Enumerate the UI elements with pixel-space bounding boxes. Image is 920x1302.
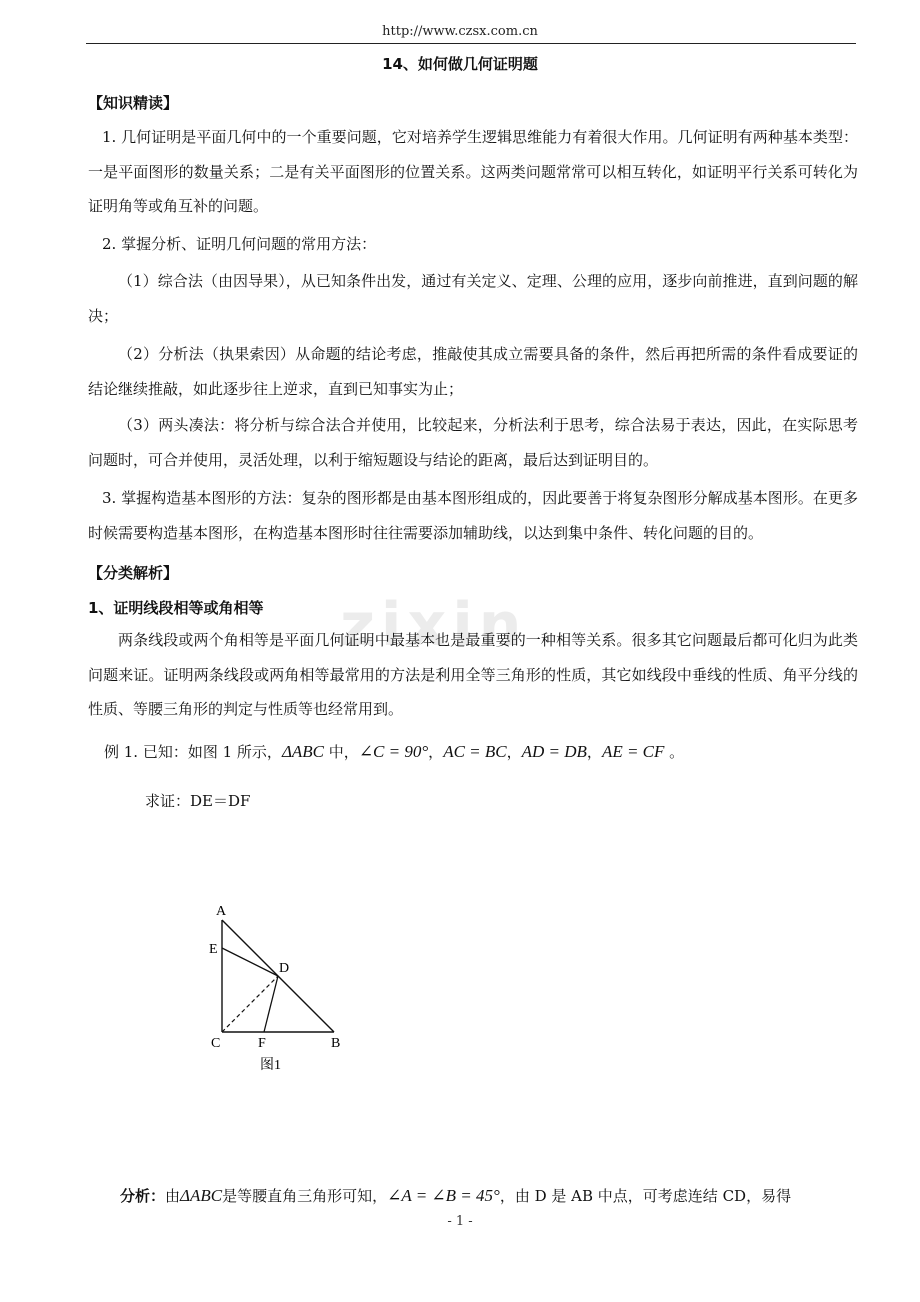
condition-ad-db: AD = DB [521, 742, 587, 761]
analysis-text-1: 由 [165, 1187, 181, 1205]
label-a: A [216, 904, 227, 919]
topic1-intro: 两条线段或两个角相等是平面几何证明中最基本也是最重要的一种相等关系。很多其它问题最后都可化归为此类问题来证。证明两条线段或两角相等最常用的方法是利用全等三角形的性质，其它如线段中垂线的性质、角平分线的性质、等腰三角形的判定与性质等也经常用到。 [88, 631, 858, 718]
example1-end: 。 [664, 743, 685, 761]
analysis-label: 分析： [120, 1187, 166, 1205]
sep: ， [506, 743, 522, 761]
method-analysis: （2）分析法（执果索因）从命题的结论考虑，推敲使其成立需要具备的条件，然后再把所需的条件看成要证的结论继续推敲，如此逐步往上逆求，直到已知事实为止； [88, 345, 858, 398]
section-knowledge: 【知识精读】 [88, 94, 179, 112]
label-e: E [209, 942, 218, 957]
header-url: http://www.czsx.com.cn [382, 24, 538, 39]
prove-statement: 求证：DE＝DF [145, 792, 251, 810]
analysis-text-2: 是等腰直角三角形可知， [222, 1187, 388, 1205]
label-f: F [258, 1036, 266, 1051]
label-c: C [211, 1036, 221, 1051]
sep: ， [428, 743, 444, 761]
example1-mid: 中， [324, 743, 359, 761]
condition-angle-c: ∠C = 90° [358, 742, 429, 761]
angle-equality: ∠A = ∠B = 45° [387, 1186, 500, 1205]
section-analysis: 【分类解析】 [88, 564, 179, 582]
page-number: - 1 - [447, 1214, 473, 1229]
page-title: 14、如何做几何证明题 [382, 55, 538, 73]
topic1-heading: 1、证明线段相等或角相等 [88, 599, 264, 617]
figure-1 [200, 890, 360, 1080]
knowledge-paragraph-1: 1. 几何证明是平面几何中的一个重要问题，它对培养学生逻辑思维能力有着很大作用。几何证明有两种基本类型：一是平面图形的数量关系；二是有关平面图形的位置关系。这两类问题常常可以相互转化，如证明平行关系可转化为证明角等或角互补的问题。 [88, 128, 858, 215]
knowledge-paragraph-3: 3. 掌握构造基本图形的方法：复杂的图形都是由基本图形组成的，因此要善于将复杂图形分解成基本图形。在更多时候需要构造基本图形，在构造基本图形时往往需要添加辅助线，以达到集中条件、转化问题的目的。 [88, 489, 858, 542]
figure-caption: 图1 [260, 1058, 281, 1073]
knowledge-paragraph-2: 2. 掌握分析、证明几何问题的常用方法： [102, 235, 377, 253]
sep: ， [586, 743, 602, 761]
example1-statement [104, 741, 684, 762]
method-combined: （3）两头凑法：将分析与综合法合并使用，比较起来，分析法利于思考，综合法易于表达，因此，在实际思考问题时，可合并使用，灵活处理，以利于缩短题设与结论的距离，最后达到证明目的。 [88, 416, 858, 469]
analysis-line [120, 1185, 791, 1206]
segment-df [264, 976, 278, 1032]
segment-ed [222, 948, 278, 976]
segment-cd-dashed [222, 976, 278, 1032]
label-d: D [279, 961, 290, 976]
label-b: B [331, 1036, 341, 1051]
header-rule [86, 43, 856, 44]
triangle-symbol: ΔABC [281, 742, 325, 761]
condition-ae-cf: AE = CF [601, 742, 665, 761]
example1-prefix: 例 1. 已知：如图 1 所示， [104, 743, 282, 761]
watermark: zixin [340, 590, 528, 660]
analysis-text-3: ，由 D 是 AB 中点，可考虑连结 CD，易得 [499, 1187, 792, 1205]
condition-ac-bc: AC = BC [443, 742, 507, 761]
method-synthesis: （1）综合法（由因导果），从已知条件出发，通过有关定义、定理、公理的应用，逐步向前推进，直到问题的解决； [88, 272, 858, 325]
triangle-symbol: ΔABC [180, 1186, 223, 1205]
